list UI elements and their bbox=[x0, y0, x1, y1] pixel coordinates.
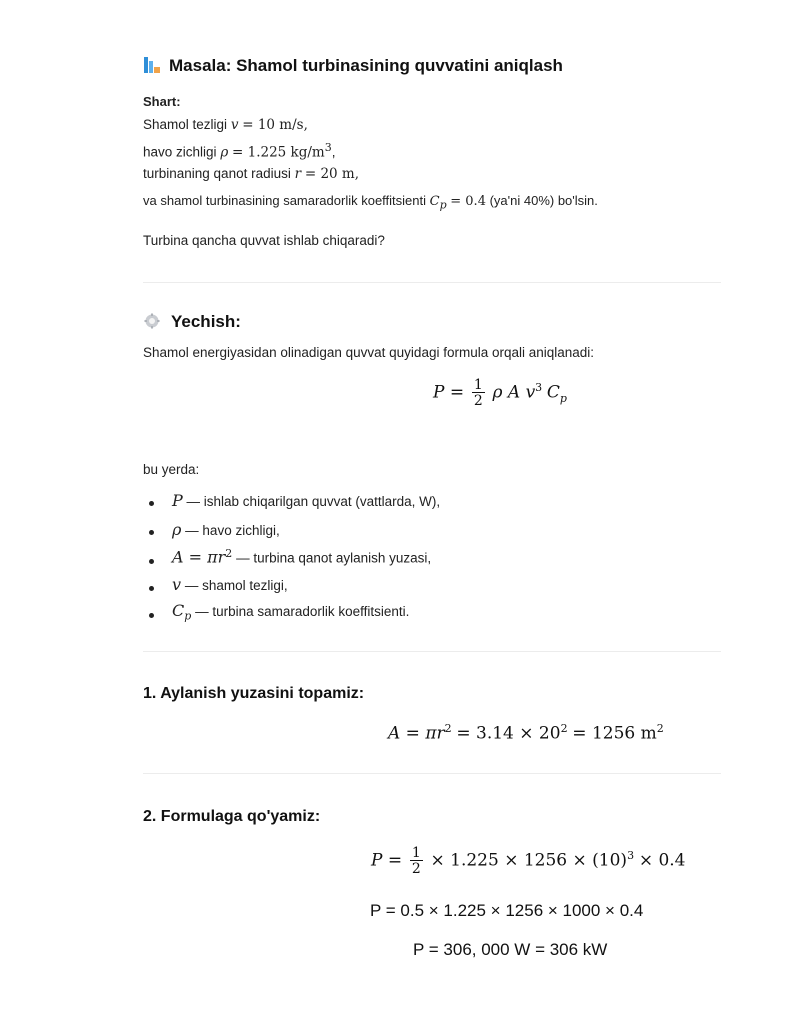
power-equation-2: P = 0.5 × 1.225 × 1256 × 1000 × 0.4 bbox=[370, 901, 644, 920]
question: Turbina qancha quvvat ishlab chiqaradi? bbox=[143, 233, 385, 248]
step2-title: 2. Formulaga qo'yamiz: bbox=[143, 808, 321, 825]
condition-label: Shart: bbox=[143, 94, 181, 109]
condition-line-4: va shamol turbinasining samaradorlik koeffitsienti $C_p = 0.4$ (ya'ni 40%) bo'lsin. bbox=[143, 193, 598, 212]
solution-intro: Shamol energiyasidan olinadigan quvvat quyidagi formula orqali aniqlanadi: bbox=[143, 345, 595, 360]
divider bbox=[143, 282, 721, 283]
where-label: bu yerda: bbox=[143, 462, 200, 477]
step1-title: 1. Aylanish yuzasini topamiz: bbox=[143, 685, 365, 702]
list-item: v — shamol tezligi, bbox=[172, 575, 288, 594]
problem-title: Masala: Shamol turbinasining quvvatini aniqlash bbox=[169, 56, 563, 75]
list-item: $C_p$ — turbina samaradorlik koeffitsienti. bbox=[172, 601, 410, 623]
bullet-dot bbox=[149, 559, 154, 564]
condition-line-3: turbinaning qanot radiusi r = 20 m, bbox=[143, 166, 360, 182]
power-equation-1: P = $\frac{1}{2}$ × $1.225 \times 1256 \times (10)^3 \times 0.4$ bbox=[371, 845, 686, 877]
condition-line-1: Shamol tezligi v = 10 m/s, bbox=[143, 117, 308, 133]
divider bbox=[143, 773, 721, 774]
bullet-dot bbox=[149, 586, 154, 591]
area-equation: $A = \pi r^2 = 3.14 \times 20^2 = 1256$ $m^2$ bbox=[388, 722, 664, 744]
bullet-dot bbox=[149, 501, 154, 506]
list-item: $A = \pi r^2$ — turbina qanot aylanish yuzasi, bbox=[172, 547, 432, 567]
list-item: ρ — havo zichligi, bbox=[172, 520, 280, 539]
main-formula: P = $\frac{1}{2}$ ρ A $v^3$ $C_p$ bbox=[433, 377, 567, 409]
bullet-dot bbox=[149, 613, 154, 618]
solution-title: Yechish: bbox=[171, 312, 241, 331]
gear-icon bbox=[144, 313, 160, 334]
bullet-dot bbox=[149, 530, 154, 535]
chart-icon bbox=[143, 56, 161, 79]
power-equation-3: P = 306, 000 W = 306 kW bbox=[413, 940, 608, 959]
list-item: P — ishlab chiqarilgan quvvat (vattlarda, W), bbox=[172, 491, 441, 510]
divider bbox=[143, 651, 721, 652]
condition-line-2: havo zichligi ρ = 1.225 $kg/m^3$, bbox=[143, 141, 336, 161]
